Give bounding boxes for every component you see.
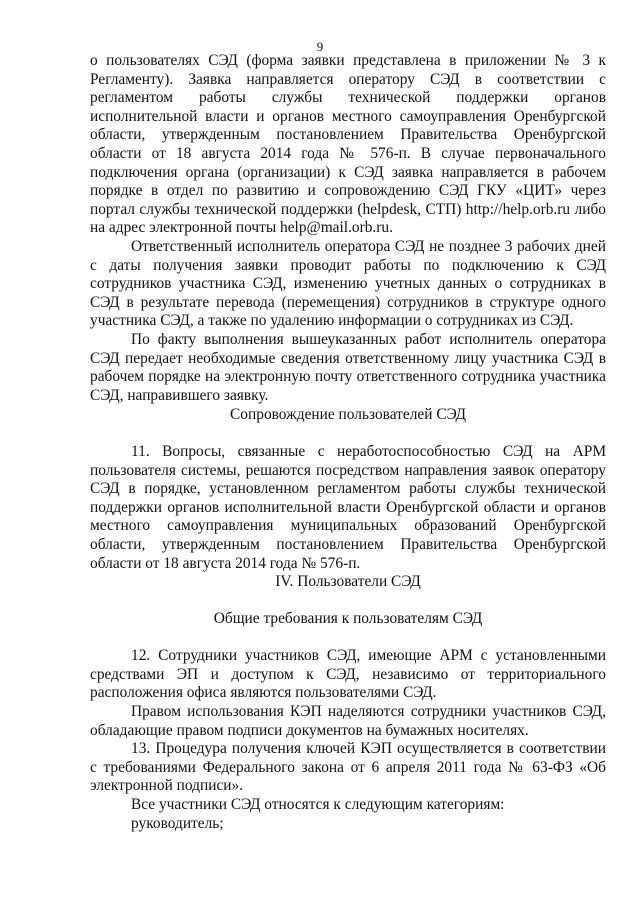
section-heading: IV. Пользователи СЭД: [275, 573, 421, 590]
paragraph: Ответственный исполнитель оператора СЭД не позднее 3 рабочих дней с даты получения заявки проводит работы по подключению к СЭД сотрудников участника СЭД, изменению учетных данных о сотрудниках в СЭД в результате перевода (перемещения) сотрудников в структуре одного участника СЭД, а также по удалению информации о сотрудниках из СЭД.: [90, 238, 606, 330]
paragraph: 12. Сотрудники участников СЭД, имеющие АРМ с установленными средствами ЭП и доступом к СЭД, независимо от территориального расположения офиса являются пользователями СЭД.: [90, 647, 606, 702]
section-heading: Сопровождение пользователей СЭД: [230, 406, 466, 423]
paragraph: 11. Вопросы, связанные с неработоспособностью СЭД на АРМ пользователя системы, решаются посредством направления заявок оператору СЭД в порядке, установленном регламентом работы службы технической поддержки органов исполнительной власти Оренбургской области и органов местного самоуправления муниципальных образований Оренбургской области, утвержденным постановлением Правительства Оренбургской области от 18 августа 2014 года № 576-п.: [90, 443, 606, 572]
section-heading: Общие требования к пользователям СЭД: [213, 610, 483, 627]
paragraph: По факту выполнения вышеуказанных работ исполнитель оператора СЭД передает необходимые сведения ответственному лицу участника СЭД в рабочем порядке на электронную почту ответственного сотрудника участника СЭД, направившего заявку.: [90, 331, 606, 404]
paragraph: о пользователях СЭД (форма заявки представлена в приложении № 3 к Регламенту). Заявка направляется оператору СЭД в соответствии с регламентом работы службы технической поддержки органов исполнительной власти и органов местного самоуправления Оренбургской области, утвержденным постановлением Правительства Оренбургской области от 18 августа 2014 года № 576-п. В случае первоначального подключения органа (организации) к СЭД заявка направляется в рабочем порядке в отдел по развитию и сопровождению СЭД ГКУ «ЦИТ» через портал службы технической поддержки (helpdesk, СТП) http://help.orb.ru либо на адрес электронной почты help@mail.orb.ru.: [90, 52, 606, 237]
paragraph: 13. Процедура получения ключей КЭП осуществляется в соответствии с требованиями Федерального закона от 6 апреля 2011 года № 63-ФЗ «Об электронной подписи».: [90, 740, 606, 795]
paragraph: Все участники СЭД относятся к следующим категориям:: [131, 796, 505, 813]
paragraph: Правом использования КЭП наделяются сотрудники участников СЭД, обладающие правом подписи документов на бумажных носителях.: [90, 703, 606, 739]
paragraph: руководитель;: [131, 815, 224, 832]
page-number: 9: [316, 39, 324, 54]
